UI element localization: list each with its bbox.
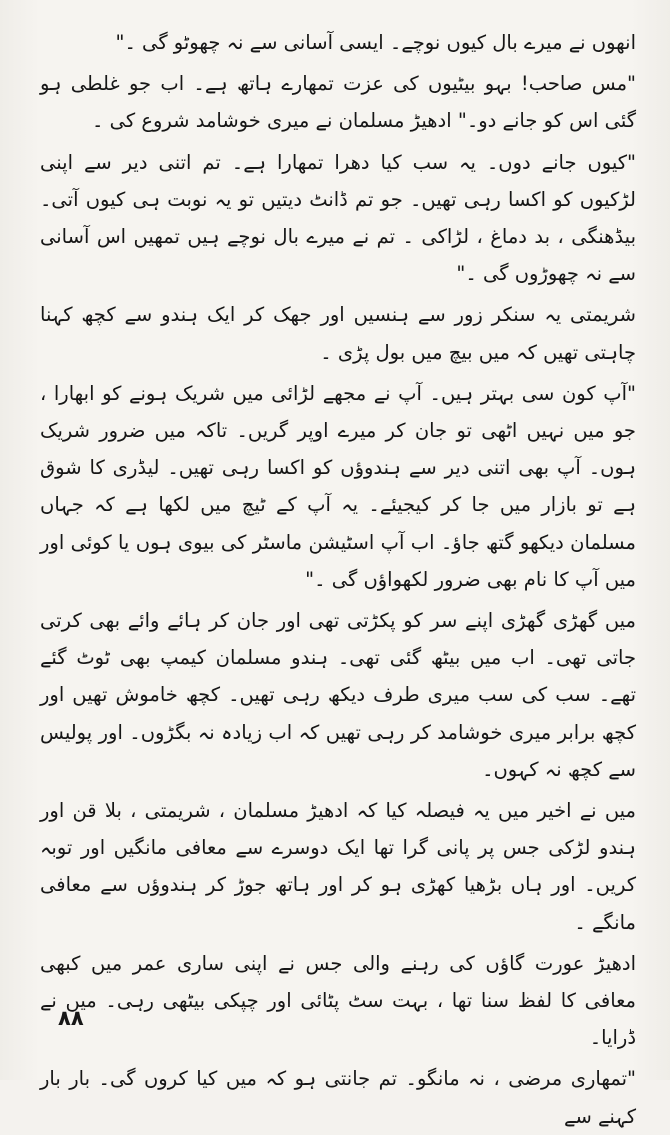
paragraph-9: "تمھاری مرضی ، نہ مانگو۔ تم جانتی ہو کہ میں کیا کروں گی۔ بار بار کہنے سے	[40, 1067, 636, 1128]
paragraph-7: میں نے اخیر میں یہ فیصلہ کیا کہ ادھیڑ مسلمان ، شریمتی ، بلا قن اور ہندو لڑکی جس پر پانی گرا تھا ایک دوسرے سے معافی مانگیں اور توبہ کریں۔ اور ہاں بڑھیا کھڑی ہو کر اور ہاتھ جوڑ کر ہندوؤں سے معافی مانگے ۔	[40, 799, 636, 934]
page-body-text	[40, 24, 636, 1135]
paragraph-5: "آپ کون سی بہتر ہیں۔ آپ نے مجھے لڑائی میں شریک ہونے کو ابھارا ، جو میں نہیں اٹھی تو جان کر میرے اوپر گریں۔ تاکہ میں ضرور شریک ہوں۔ آپ بھی اتنی دیر سے ہندوؤں کو اکسا رہی تھیں۔ لیڈری کا شوق ہے تو بازار میں جا کر کیجیئے۔ یہ آپ کے ٹیچ میں لکھا ہے کہ جہاں مسلمان دیکھو گتھ جاؤ۔ اب آپ اسٹیشن ماسٹر کی بیوی ہوں یا کوئی اور میں آپ کا نام بھی ضرور لکھواؤں گی ۔"	[40, 381, 636, 591]
paragraph-3: "کیوں جانے دوں۔ یہ سب کیا دھرا تمھارا ہے۔ تم اتنی دیر سے اپنی لڑکیوں کو اکسا رہی تھیں۔ جو تم ڈانٹ دیتیں تو یہ نوبت ہی کیوں آتی۔ بیڈھنگی ، بد دماغ ، لڑاکی ۔ تم نے میرے بال نوچے ہیں تمھیں اس آسانی سے نہ چھوڑوں گی ۔"	[40, 150, 636, 286]
page-number: ۸۸	[58, 1006, 84, 1030]
paragraph-8: ادھیڑ عورت گاؤں کی رہنے والی جس نے اپنی ساری عمر میں کبھی معافی کا لفظ سنا تھا ، بہت سٹ پٹائی اور چپکی بیٹھی رہی۔ میں نے ڈرایا۔	[40, 951, 636, 1050]
paragraph-2: "مس صاحب! بہو بیٹیوں کی عزت تمھارے ہاتھ ہے۔ اب جو غلطی ہو گئی اس کو جانے دو۔" ادھیڑ مسلمان نے میری خوشامد شروع کی ۔	[40, 72, 636, 133]
paragraph-4: شریمتی یہ سنکر زور سے ہنسیں اور جھک کر ایک ہندو سے کچھ کہنا چاہتی تھیں کہ میں بیچ میں بول پڑی ۔	[40, 303, 636, 364]
paragraph-6: میں گھڑی گھڑی اپنے سر کو پکڑتی تھی اور جان کر ہائے وائے بھی کرتی جاتی تھی۔ اب میں بیٹھ گئی تھی۔ ہندو مسلمان کیمپ بھی ٹوٹ گئے تھے۔ سب کی سب میری طرف دیکھ رہی تھیں۔ کچھ خاموش تھیں اور کچھ برابر میری خوشامد کر رہی تھیں کہ اب زیادہ نہ بگڑوں۔ اور پولیس سے کچھ نہ کہوں۔	[40, 609, 636, 781]
paragraph-1: انھوں نے میرے بال کیوں نوچے۔ ایسی آسانی سے نہ چھوٹو گی ۔"	[115, 31, 636, 54]
